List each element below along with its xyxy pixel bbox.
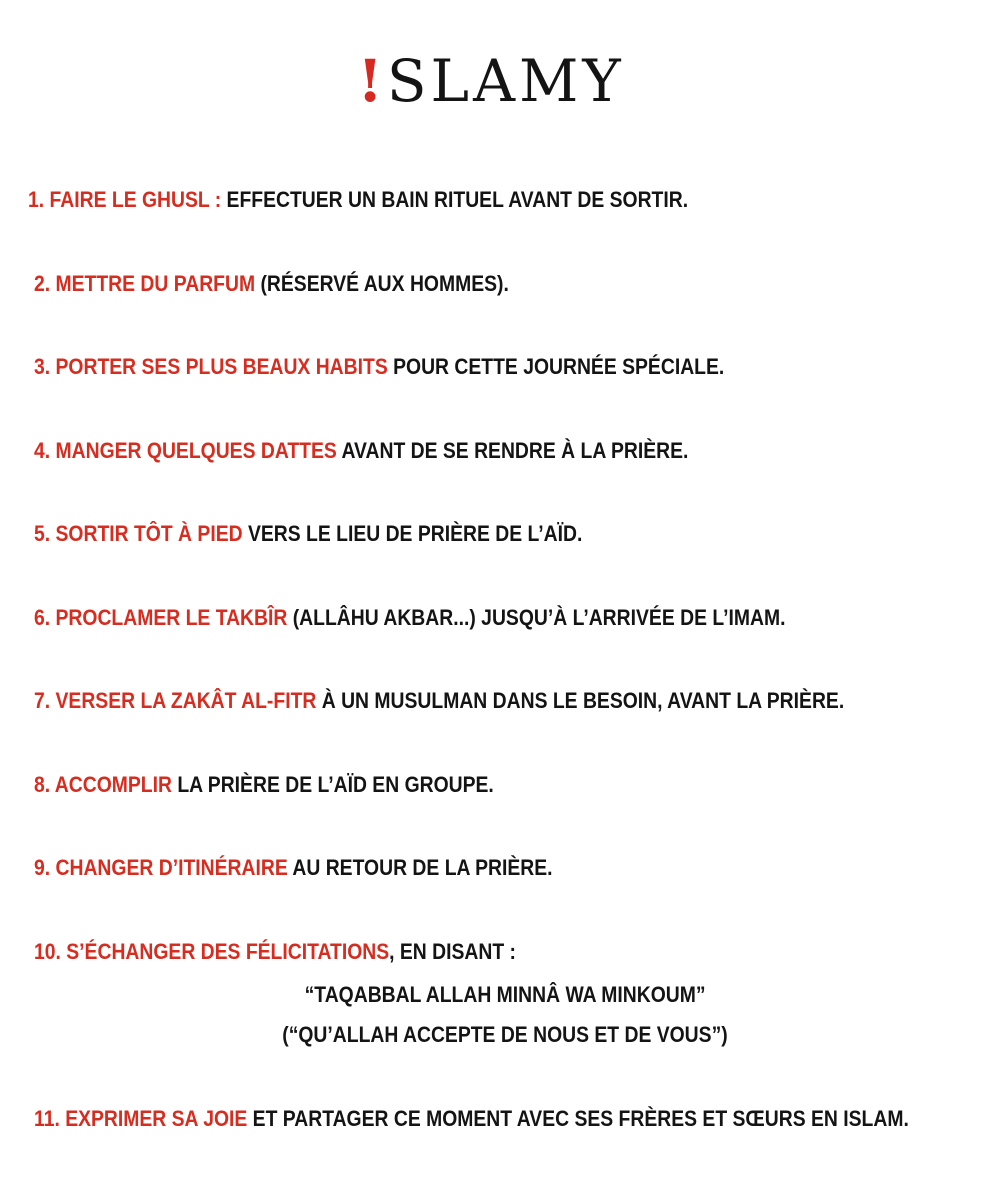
quote-arabic — [14, 984, 982, 1007]
list-item-11 — [34, 1106, 909, 1131]
list-item-3-text: POUR CETTE JOURNÉE SPÉCIALE. — [387, 354, 725, 379]
list-item-5-highlight: 5. SORTIR TÔT À PIED — [34, 521, 243, 546]
list-item-6-text: (ALLÂHU AKBAR...) JUSQU’À L’ARRIVÉE DE L’IMAM. — [287, 605, 786, 630]
list-item-10-text: , EN DISANT : — [389, 939, 517, 964]
list-item-9 — [34, 857, 879, 880]
list-item-6-highlight: 6. PROCLAMER LE TAKBÎR — [34, 605, 288, 630]
list-item-5-text: VERS LE LIEU DE PRIÈRE DE L’AÏD. — [242, 521, 583, 546]
list-item-8-text: LA PRIÈRE DE L’AÏD EN GROUPE. — [171, 772, 494, 797]
list-item-2-text: (RÉSERVÉ AUX HOMMES). — [255, 271, 509, 296]
list-item-4-highlight: 4. MANGER QUELQUES DATTES — [34, 438, 337, 463]
islamy-logo — [0, 47, 982, 115]
list-item-1-text: EFFECTUER UN BAIN RITUEL AVANT DE SORTIR. — [221, 187, 689, 212]
logo-exclamation-mark: ! — [357, 47, 387, 115]
list-item-11-text: ET PARTAGER CE MOMENT AVEC SES FRÈRES ET SŒURS EN ISLAM. — [247, 1106, 909, 1131]
list-item-7-text: À UN MUSULMAN DANS LE BESOIN, AVANT LA PRIÈRE. — [316, 688, 845, 713]
list-item-10 — [34, 941, 879, 964]
quote-arabic-text: “TAQABBAL ALLAH MINNÂ WA MINKOUM” — [304, 982, 706, 1007]
list-item-9-text: AU RETOUR DE LA PRIÈRE. — [287, 855, 553, 880]
list-item-2 — [34, 273, 879, 296]
quote-translation-text: (“QU’ALLAH ACCEPTE DE NOUS ET DE VOUS”) — [282, 1022, 728, 1047]
list-item-1 — [28, 189, 873, 212]
list-item-9-highlight: 9. CHANGER D’ITINÉRAIRE — [34, 855, 288, 880]
list-item-4 — [34, 440, 879, 463]
list-item-3-highlight: 3. PORTER SES PLUS BEAUX HABITS — [34, 354, 388, 379]
list-item-11-highlight: 11. EXPRIMER SA JOIE — [34, 1106, 248, 1131]
list-item-2-highlight: 2. METTRE DU PARFUM — [34, 271, 256, 296]
list-item-3 — [34, 356, 879, 379]
list-item-8-highlight: 8. ACCOMPLIR — [34, 772, 172, 797]
list-item-7 — [34, 690, 879, 713]
logo-text: SLAMY — [386, 47, 625, 115]
list-item-1-highlight: 1. FAIRE LE GHUSL : — [28, 187, 222, 212]
list-item-10-highlight: 10. S’ÉCHANGER DES FÉLICITATIONS — [34, 939, 390, 964]
quote-translation — [14, 1024, 982, 1047]
list-item-6 — [34, 607, 879, 630]
list-item-5 — [34, 523, 879, 546]
list-item-7-highlight: 7. VERSER LA ZAKÂT AL-FITR — [34, 688, 317, 713]
list-item-4-text: AVANT DE SE RENDRE À LA PRIÈRE. — [336, 438, 689, 463]
list-item-8 — [34, 774, 879, 797]
